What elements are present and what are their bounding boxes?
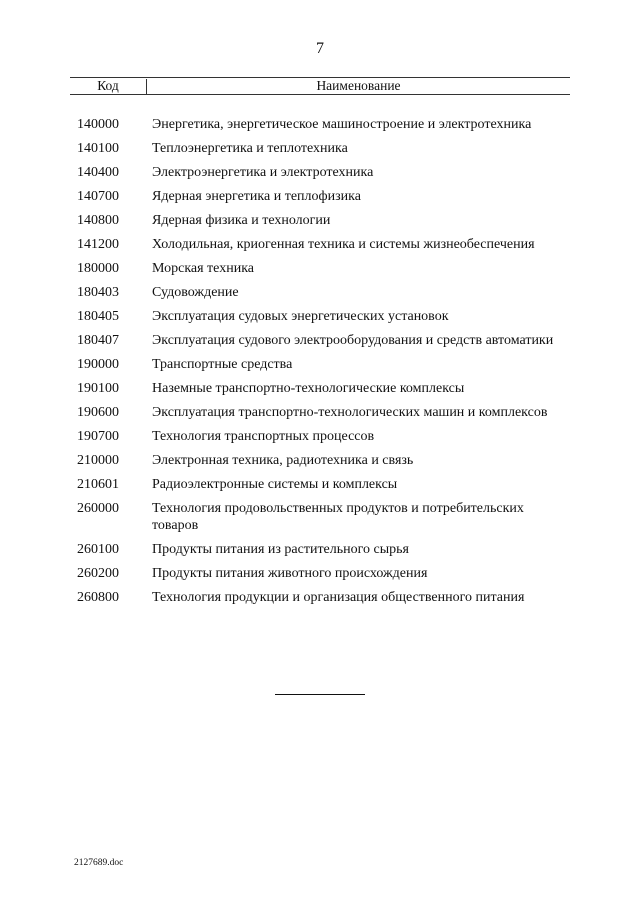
header-bottom-rule xyxy=(70,94,570,95)
row-name: Теплоэнергетика и теплотехника xyxy=(152,141,348,156)
row-name: Ядерная физика и технологии xyxy=(152,213,331,228)
row-name: Эксплуатация судовых энергетических установок xyxy=(152,309,449,324)
row-name: Электронная техника, радиотехника и связь xyxy=(152,453,414,468)
row-code: 190600 xyxy=(77,405,119,420)
table-row xyxy=(77,356,577,373)
table-body xyxy=(77,116,577,613)
row-name: Технология продукции и организация общественного питания xyxy=(152,590,525,605)
row-name: Наземные транспортно-технологические комплексы xyxy=(152,381,465,396)
row-name: Ядерная энергетика и теплофизика xyxy=(152,189,361,204)
row-name: Транспортные средства xyxy=(152,357,293,372)
table-row xyxy=(77,236,577,253)
page-number: 7 xyxy=(316,40,324,57)
row-name: Радиоэлектронные системы и комплексы xyxy=(152,477,398,492)
table-row xyxy=(77,500,577,534)
row-code: 190000 xyxy=(77,357,119,372)
column-header-name: Наименование xyxy=(316,78,401,93)
row-code: 260800 xyxy=(77,590,119,605)
table-row xyxy=(77,452,577,469)
row-code: 260000 xyxy=(77,501,119,516)
row-code: 140700 xyxy=(77,189,119,204)
row-name: Продукты питания из растительного сырья xyxy=(152,542,409,557)
row-name: Морская техника xyxy=(152,261,254,276)
table-row xyxy=(77,404,577,421)
table-row xyxy=(77,541,577,558)
row-code: 210000 xyxy=(77,453,119,468)
table-row xyxy=(77,476,577,493)
table-row xyxy=(77,332,577,349)
row-code: 140400 xyxy=(77,165,119,180)
row-code: 140000 xyxy=(77,117,119,132)
table-row xyxy=(77,428,577,445)
row-code: 210601 xyxy=(77,477,119,492)
table-row xyxy=(77,308,577,325)
row-name: Технология транспортных процессов xyxy=(152,429,375,444)
table-row xyxy=(77,140,577,157)
table-row xyxy=(77,589,577,606)
end-rule xyxy=(275,694,365,695)
row-code: 260200 xyxy=(77,566,119,581)
row-name: Энергетика, энергетическое машиностроение и электротехника xyxy=(152,117,532,132)
table-row xyxy=(77,260,577,277)
row-name: Эксплуатация судового электрооборудования и средств автоматики xyxy=(152,333,554,348)
row-code: 141200 xyxy=(77,237,119,252)
table-row xyxy=(77,212,577,229)
table-row xyxy=(77,164,577,181)
row-name: Продукты питания животного происхождения xyxy=(152,566,428,581)
row-code: 260100 xyxy=(77,542,119,557)
row-code: 190700 xyxy=(77,429,119,444)
row-code: 140100 xyxy=(77,141,119,156)
table-row xyxy=(77,284,577,301)
row-code: 140800 xyxy=(77,213,119,228)
table-row xyxy=(77,380,577,397)
row-code: 180405 xyxy=(77,309,119,324)
row-code: 180403 xyxy=(77,285,119,300)
row-code: 190100 xyxy=(77,381,119,396)
row-name: Технология продовольственных продуктов и потребительских товаров xyxy=(152,501,524,533)
column-header-code: Код xyxy=(97,78,119,93)
row-name: Судовождение xyxy=(152,285,239,300)
row-name: Холодильная, криогенная техника и системы жизнеобеспечения xyxy=(152,237,535,252)
row-name: Электроэнергетика и электротехника xyxy=(152,165,374,180)
table-row xyxy=(77,188,577,205)
row-code: 180407 xyxy=(77,333,119,348)
row-name: Эксплуатация транспортно-технологических машин и комплексов xyxy=(152,405,548,420)
table-row xyxy=(77,116,577,133)
row-code: 180000 xyxy=(77,261,119,276)
footer-file-name: 2127689.doc xyxy=(74,858,124,868)
table-row xyxy=(77,565,577,582)
